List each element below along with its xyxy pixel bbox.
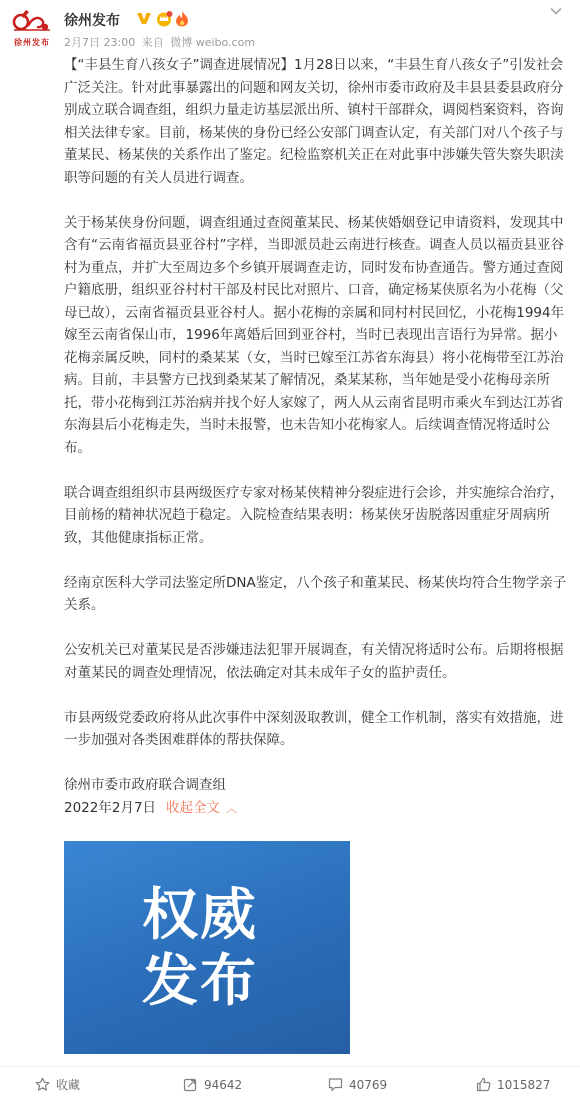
fire-icon[interactable]: [175, 10, 189, 27]
collapse-label: 收起全文: [166, 799, 221, 816]
signature: 徐州市委市政府联合调查组: [64, 777, 226, 793]
chevron-down-icon[interactable]: [549, 6, 563, 16]
star-icon: [35, 1077, 50, 1092]
sign-date-line: [64, 797, 568, 821]
like-count: 1015827: [497, 1077, 551, 1092]
favorite-button[interactable]: [35, 1067, 80, 1102]
xuzhou-fabu-logo-icon: [12, 8, 52, 34]
repost-icon: [183, 1077, 198, 1092]
comment-button[interactable]: [328, 1067, 387, 1102]
comment-icon: [328, 1077, 343, 1092]
vip-crown-icon[interactable]: [155, 10, 173, 27]
sign-date: 2022年2月7日: [64, 799, 157, 816]
author-name[interactable]: 徐州发布: [64, 13, 120, 29]
paragraph: 市县两级党委政府将从此次事件中深刻汲取教训，健全工作机制，落实有效措施，进一步加强对各类困难群体的帮扶保障。: [64, 709, 564, 748]
paragraph: 关于杨某侠身份问题，调查组通过查阅董某民、杨某侠婚姻登记申请资料，发现其中含有“云南省福贡县亚谷村”字样，当即派员赴云南进行核查。调查人员以福贡县亚谷村为重点，并扩大至周边多个乡镇开展调查走访，同时发布协查通告。警方通过查阅户籍底册，组织亚谷村村干部及村民比对照片、口音，确定杨某侠原名为小花梅（父母已故），云南省福贡县亚谷村人。据小花梅的亲属和同村村民回忆，小花梅1994年嫁至云南省保山市，1996年离婚后回到亚谷村，当时已表现出言语行为异常。据小花梅亲属反映，同村的桑某某（女，当时已嫁至江苏省东海县）将小花梅带至江苏治病。目前，丰县警方已找到桑某某了解情况，桑某某称，当年她是受小花梅母亲所托，带小花梅到江苏治病并找个好人家嫁了，两人从云南省昆明市乘火车到达江苏省东海县后小花梅走失，当时未报警，也未告知小花梅家人。后续调查情况将适时公布。: [64, 214, 565, 456]
post-source[interactable]: 微博 weibo.com: [170, 36, 256, 49]
post-meta: [64, 34, 258, 50]
image-text-line1: 权威: [142, 883, 258, 948]
verified-v-icon: [136, 10, 152, 26]
repost-count: 94642: [204, 1077, 243, 1092]
collapse-button[interactable]: [166, 800, 237, 816]
comment-count: 40769: [349, 1077, 388, 1092]
paragraph: 【“丰县生育八孩女子”调查进展情况】1月28日以来，“丰县生育八孩女子”引发社会广泛关注。针对此事暴露出的问题和网友关切，徐州市委市政府及丰县县委县政府分别成立联合调查组，组织力量走访基层派出所、镇村干部群众，调阅档案资料，咨询相关法律专家。目前，杨某侠的身份已经公安部门调查认定，有关部门对八个孩子与董某民、杨某侠的关系作出了鉴定。纪检监察机关正在对此事中涉嫌失管失察失职渎职等问题的有关人员进行调查。: [64, 57, 564, 186]
avatar[interactable]: [12, 8, 52, 48]
source-prefix: 来自: [141, 36, 164, 49]
image-headline: [142, 883, 342, 1015]
post-content: [64, 54, 568, 820]
image-text-line2: 发布: [142, 949, 258, 1014]
avatar-caption: 徐州发布: [14, 38, 50, 47]
post-date[interactable]: 2月7日 23:00: [64, 36, 136, 49]
post-image[interactable]: [64, 841, 350, 1054]
chevron-up-icon: ︿: [226, 801, 238, 815]
paragraph: 经南京医科大学司法鉴定所DNA鉴定，八个孩子和董某民、杨某侠均符合生物学亲子关系。: [64, 574, 567, 613]
paragraph: 联合调查组组织市县两级医疗专家对杨某侠精神分裂症进行会诊，并实施综合治疗，目前杨的精神状况趋于稳定。入院检查结果表明：杨某侠牙齿脱落因重症牙周病所致，其他健康指标正常。: [64, 484, 564, 546]
like-button[interactable]: [476, 1067, 550, 1102]
favorite-label: 收藏: [56, 1078, 81, 1092]
paragraph: 公安机关已对董某民是否涉嫌违法犯罪开展调查，有关情况将适时公布。后期将根据对董某民的调查处理情况，依法确定对其未成年子女的监护责任。: [64, 642, 564, 681]
action-bar: [0, 1066, 580, 1102]
thumbs-up-icon: [476, 1077, 491, 1092]
repost-button[interactable]: [183, 1067, 242, 1102]
